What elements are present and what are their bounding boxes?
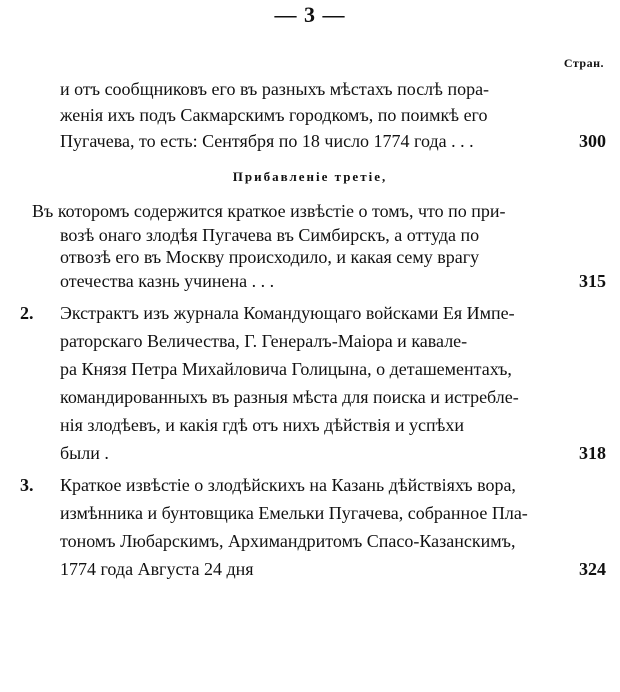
- entry-3-line-3: тономъ Любарскимъ, Архимандритомъ Спасо-Казанскимъ,: [60, 531, 516, 551]
- page-number: — 3 —: [274, 2, 346, 27]
- entry-2-number: 2.: [20, 303, 34, 323]
- entry-continued-line-1: и отъ сообщниковъ его въ разныхъ мѣстахъ послѣ пора-: [60, 79, 490, 99]
- entry-2-line-6: были .: [60, 443, 109, 463]
- entry-3-page: 324: [579, 559, 606, 579]
- entry-2-line-3: ра Князя Петра Михайловича Голицына, о деташементахъ,: [60, 359, 512, 379]
- entry-2-page: 318: [579, 443, 606, 463]
- entry-3-line-2: измѣнника и бунтовщика Емельки Пугачева, собранное Пла-: [60, 503, 528, 523]
- appendix-entry-line-1: Въ которомъ содержится краткое извѣстіе о томъ, что по при-: [32, 201, 506, 221]
- entry-continued-page: 300: [579, 131, 606, 151]
- entry-continued-line-3: Пугачева, то есть: Сентября по 18 число 1774 года . . .: [60, 131, 474, 151]
- entry-continued-line-2: женія ихъ подъ Сакмарскимъ городкомъ, по поимкѣ его: [60, 105, 488, 125]
- entry-3-line-4: 1774 года Августа 24 дня: [60, 559, 254, 579]
- appendix-entry-line-3: отвозѣ его въ Москву происходило, и какая сему врагу: [60, 247, 480, 267]
- entry-3-number: 3.: [20, 475, 34, 495]
- appendix-entry-line-2: возѣ онаго злодѣя Пугачева въ Симбирскъ, а оттуда по: [60, 225, 480, 245]
- entry-2-line-4: командированныхъ въ разныя мѣста для поиска и истребле-: [60, 387, 519, 407]
- appendix-entry-page: 315: [579, 271, 606, 291]
- entry-2-line-1: Экстрактъ изъ журнала Командующаго войсками Ея Импе-: [60, 303, 515, 323]
- appendix-entry-line-4: отечества казнь учинена . . .: [60, 271, 275, 291]
- entry-2-line-5: нія злодѣевъ, и какія гдѣ отъ нихъ дѣйствія и успѣхи: [60, 415, 464, 435]
- appendix-heading: Прибавленіе третіе,: [232, 169, 388, 184]
- entry-2-line-2: раторскаго Величества, Г. Генералъ-Маіора и кавале-: [60, 331, 468, 351]
- entry-3-line-1: Краткое извѣстіе о злодѣйскихъ на Казань дѣйствіяхъ вора,: [60, 475, 516, 495]
- column-header-pages: Стран.: [563, 56, 604, 70]
